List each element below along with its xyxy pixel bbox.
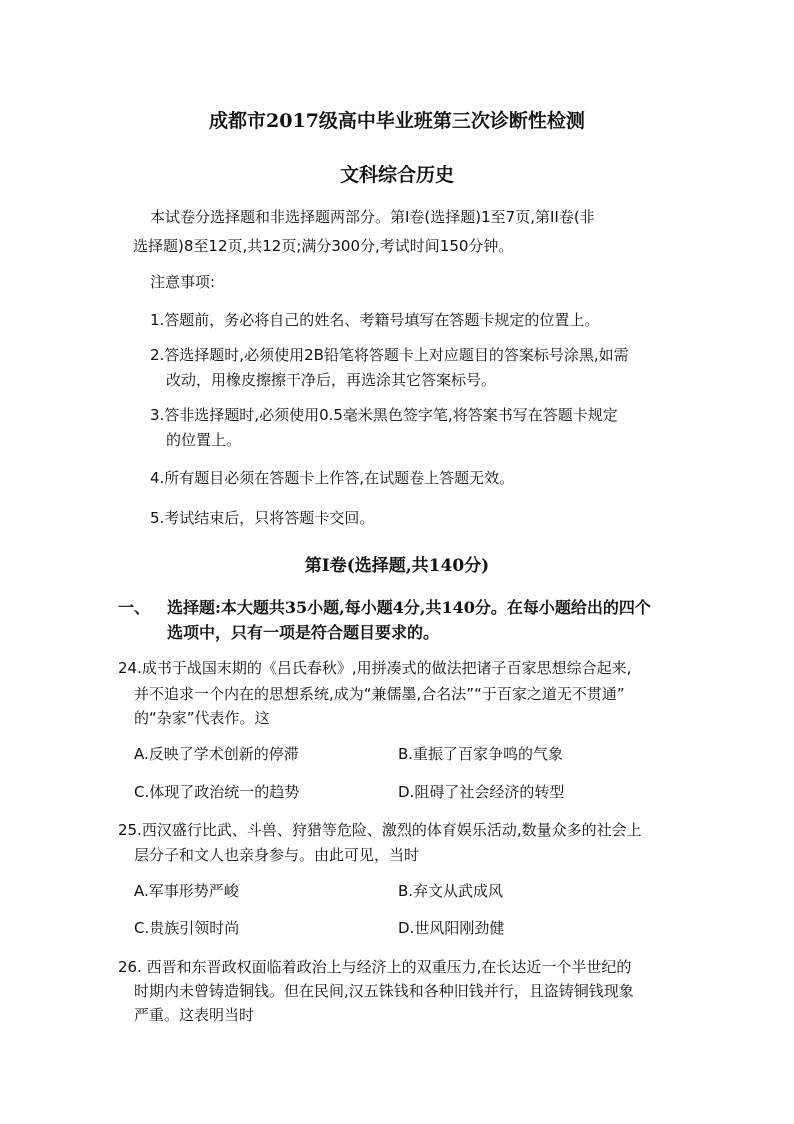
question-24-line-1: 24.成书于战国末期的《吕氏春秋》,用拼凑式的做法把诸子百家思想综合起来, [118,659,632,677]
note-item-1: 1.答题前，务必将自己的姓名、考籍号填写在答题卡规定的位置上。 [150,311,600,329]
note-item-4: 4.所有题目必须在答题卡上作答,在试题卷上答题无效。 [150,469,515,487]
note-item-5: 5.考试结束后，只将答题卡交回。 [150,509,375,527]
question-24-option-d: D.阻碍了社会经济的转型 [398,783,565,801]
part-instruction-line-2: 选项中，只有一项是符合题目要求的。 [167,623,440,642]
intro-line-1: 本试卷分选择题和非选择题两部分。第I卷(选择题)1至7页,第II卷(非 [150,208,595,226]
question-26-line-2: 时期内未曾铸造铜钱。但在民间,汉五铢钱和各种旧钱并行，且盗铸铜钱现象 [134,982,634,1000]
question-24-line-3: 的“杂家”代表作。这 [134,709,270,727]
question-25-line-1: 25.西汉盛行比武、斗兽、狩猎等危险、激烈的体育娱乐活动,数量众多的社会上 [118,821,642,839]
note-item-2-line-1: 2.答选择题时,必须使用2B铅笔将答题卡上对应题目的答案标号涂黑,如需 [150,346,629,364]
exam-subtitle: 文科综合历史 [339,164,454,186]
question-26-line-3: 严重。这表明当时 [134,1006,255,1024]
note-item-2-line-2: 改动，用橡皮擦擦干净后，再选涂其它答案标号。 [166,371,497,389]
part-instruction-line-1: 选择题:本大题共35小题,每小题4分,共140分。在每小题给出的四个 [167,598,651,617]
note-item-3-line-2: 的位置上。 [166,431,242,449]
question-25-option-c: C.贵族引领时尚 [134,919,240,937]
question-24-option-a: A.反映了学术创新的停滞 [134,745,299,763]
question-24-option-c: C.体现了政治统一的趋势 [134,783,300,801]
notes-heading: 注意事项: [150,273,216,291]
intro-line-2: 选择题)8至12页,共12页;满分300分,考试时间150分钟。 [133,237,514,255]
exam-title: 成都市2017级高中毕业班第三次诊断性检测 [209,110,585,132]
question-26-line-1: 26. 西晋和东晋政权面临着政治上与经济上的双重压力,在长达近一个半世纪的 [118,958,632,976]
question-25-option-a: A.军事形势严峻 [134,882,239,900]
note-item-3-line-1: 3.答非选择题时,必须使用0.5毫米黑色签字笔,将答案书写在答题卡规定 [150,406,618,424]
question-25-option-b: B.弃文从武成风 [398,882,504,900]
section-title: 第I卷(选择题,共140分) [304,556,490,576]
question-25-line-2: 层分子和文人也亲身参与。由此可见，当时 [134,846,420,864]
question-24-line-2: 并不追求一个内在的思想系统,成为“兼儒墨,合名法”“于百家之道无不贯通” [134,685,625,703]
question-24-option-b: B.重振了百家争鸣的气象 [398,745,564,763]
question-25-option-d: D.世风阳刚劲健 [398,919,505,937]
part-number: 一、 [118,598,151,617]
